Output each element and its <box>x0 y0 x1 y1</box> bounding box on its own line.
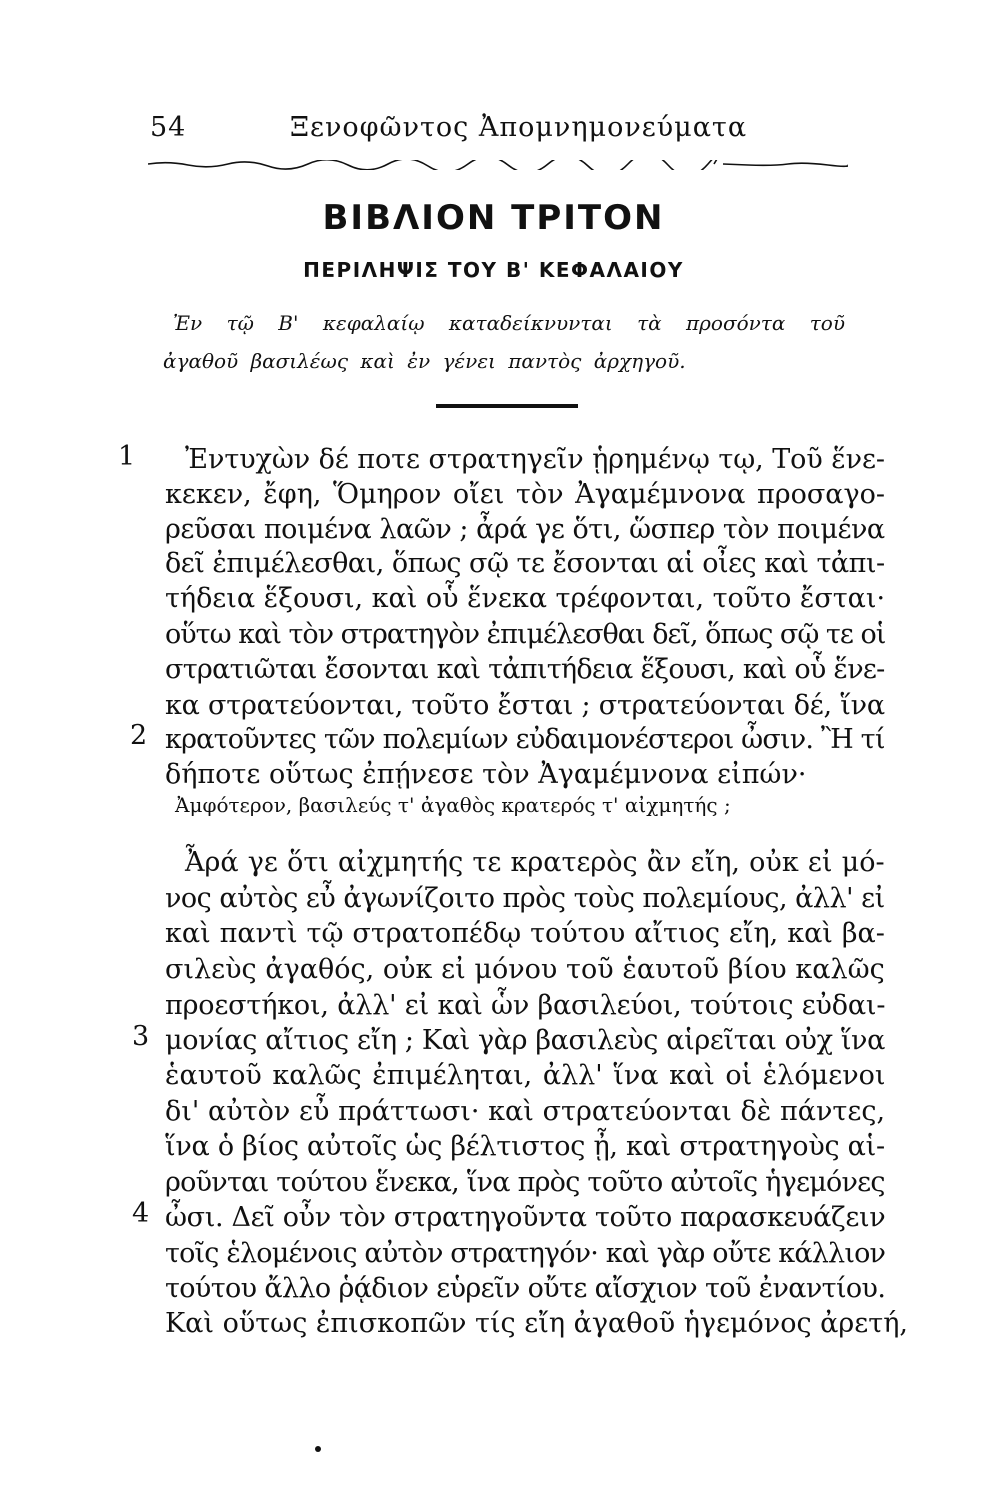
section-divider <box>436 404 578 408</box>
print-speck <box>315 1446 321 1452</box>
text-line: τούτου ἄλλο ῥᾴδιον εὑρεῖν οὔτε αἴσχιον τοῦ ἐναντίου. <box>165 1273 886 1304</box>
text-line: ἵνα ὁ βίος αὐτοῖς ὡς βέλτιστος ᾖ, καὶ στρατηγοὺς αἱ- <box>165 1131 885 1162</box>
text-line: καὶ παντὶ τῷ στρατοπέδῳ τούτου αἴτιος εἴη, καὶ βα- <box>165 918 885 949</box>
summary-line: ἀγαθοῦ βασιλέως καὶ ἐν γένει παντὸς ἀρχηγοῦ. <box>163 349 686 373</box>
page-header <box>150 112 850 152</box>
running-title: Ξενοφῶντος Ἀπομνημονεύματα <box>290 112 748 143</box>
book-title: ΒΙΒΛΙΟΝ ΤΡΙΤΟΝ <box>322 198 665 238</box>
summary-line: Ἐν τῷ Β' κεφαλαίῳ καταδείκνυνται τὰ προσόντα τοῦ <box>173 311 845 335</box>
summary-title: ΠΕΡΙΛΗΨΙΣ ΤΟΥ Β' ΚΕΦΑΛΑΙΟΥ <box>303 258 684 282</box>
text-line: ρεῦσαι ποιμένα λαῶν ; ἆρά γε ὅτι, ὥσπερ τὸν ποιμένα <box>165 514 885 545</box>
text-line: τήδεια ἕξουσι, καὶ οὗ ἕνεκα τρέφονται, τοῦτο ἔσται· <box>165 583 886 614</box>
text-line: οὕτω καὶ τὸν στρατηγὸν ἐπιμέλεσθαι δεῖ, ὅπως σῷ τε οἱ <box>165 619 886 650</box>
section-number: 2 <box>130 720 148 751</box>
text-line: δεῖ ἐπιμέλεσθαι, ὅπως σῷ τε ἔσονται αἱ οἶες καὶ τἀπι- <box>165 548 885 579</box>
text-line: Καὶ οὕτως ἐπισκοπῶν τίς εἴη ἀγαθοῦ ἡγεμόνος ἀρετή, <box>165 1308 908 1339</box>
text-line: ροῦνται τούτου ἕνεκα, ἵνα πρὸς τοῦτο αὐτοῖς ἡγεμόνες <box>165 1167 885 1198</box>
text-line: ἑαυτοῦ καλῶς ἐπιμέληται, ἀλλ' ἵνα καὶ οἱ ἑλόμενοι <box>165 1060 886 1091</box>
text-line: νος αὐτὸς εὖ ἀγωνίζοιτο πρὸς τοὺς πολεμίους, ἀλλ' εἰ <box>165 883 885 914</box>
text-line: δι' αὐτὸν εὖ πράττωσι· καὶ στρατεύονται δὲ πάντες, <box>165 1096 886 1127</box>
text-line: μονίας αἴτιος εἴη ; Καὶ γὰρ βασιλεὺς αἱρεῖται οὐχ ἵνα <box>165 1025 885 1056</box>
homer-quote: Ἀμφότερον, βασιλεύς τ' ἀγαθὸς κρατερός τ' αἰχμητής ; <box>175 793 731 817</box>
text-line: τοῖς ἑλομένοις αὐτὸν στρατηγόν· καὶ γὰρ οὔτε κάλλιον <box>165 1238 886 1269</box>
text-line: κεκεν, ἔφη, Ὅμηρον οἴει τὸν Ἀγαμέμνονα προσαγο- <box>165 479 885 510</box>
page-number: 54 <box>150 112 187 143</box>
text-line: σιλεὺς ἀγαθός, οὐκ εἰ μόνου τοῦ ἑαυτοῦ βίου καλῶς <box>165 954 885 985</box>
text-line: Ἆρά γε ὅτι αἰχμητής τε κρατερὸς ἂν εἴη, οὐκ εἰ μό- <box>185 847 885 878</box>
text-line: κα στρατεύονται, τοῦτο ἔσται ; στρατεύονται δέ, ἵνα <box>165 690 885 721</box>
text-line: προεστήκοι, ἀλλ' εἰ καὶ ὧν βασιλεύοι, τούτοις εὐδαι- <box>165 990 886 1021</box>
text-line: στρατιῶται ἔσονται καὶ τἀπιτήδεια ἕξουσι, καὶ οὗ ἕνε- <box>165 654 885 685</box>
chapter-summary <box>163 304 863 380</box>
text-line: ὦσι. Δεῖ οὖν τὸν στρατηγοῦντα τοῦτο παρασκευάζειν <box>165 1202 886 1233</box>
text-line: δήποτε οὕτως ἐπῄνεσε τὸν Ἀγαμέμνονα εἰπών· <box>165 759 807 790</box>
section-number: 4 <box>132 1198 150 1229</box>
text-line: Ἐντυχὼν δέ ποτε στρατηγεῖν ᾑρημένῳ τῳ, Τοῦ ἕνε- <box>185 444 885 475</box>
section-number: 1 <box>118 441 136 472</box>
section-number: 3 <box>132 1021 150 1052</box>
header-rule <box>148 160 848 170</box>
text-line: κρατοῦντες τῶν πολεμίων εὐδαιμονέστεροι ὦσιν. Ἢ τί <box>165 724 885 755</box>
